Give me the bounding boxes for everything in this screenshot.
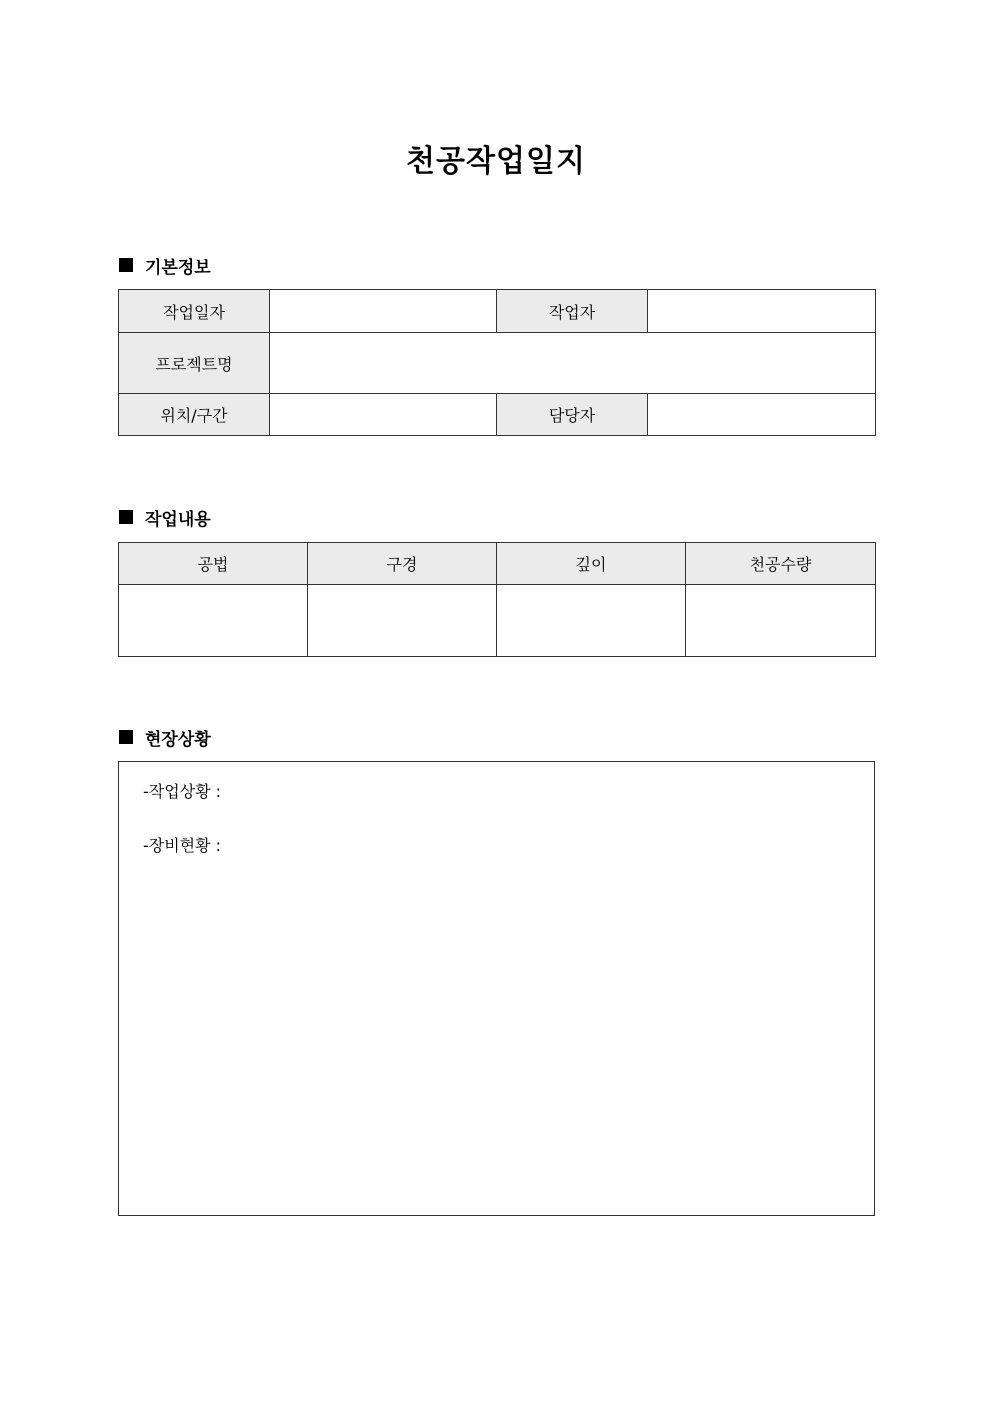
project-name-label: 프로젝트명: [119, 333, 270, 394]
table-row: [119, 585, 876, 657]
column-header-diameter: 구경: [308, 543, 497, 585]
site-status-box[interactable]: [118, 761, 875, 1216]
depth-field[interactable]: [497, 585, 686, 657]
section-heading-label: 기본정보: [145, 257, 211, 278]
work-date-label: 작업일자: [119, 290, 270, 333]
square-bullet-icon: [119, 730, 133, 744]
column-header-depth: 깊이: [497, 543, 686, 585]
square-bullet-icon: [119, 258, 133, 272]
table-row: [119, 394, 876, 436]
manager-field[interactable]: [648, 394, 876, 436]
table-row: [119, 290, 876, 333]
drill-count-field[interactable]: [686, 585, 876, 657]
table-row: [119, 333, 876, 394]
section-heading-label: 현장상황: [145, 729, 211, 750]
basic-info-table: [118, 289, 876, 436]
section-heading-basic-info: [119, 254, 211, 276]
column-header-drill-count: 천공수량: [686, 543, 876, 585]
project-name-field[interactable]: [270, 333, 876, 394]
section-heading-work-content: [119, 506, 211, 528]
manager-label: 담당자: [497, 394, 648, 436]
work-content-table: [118, 542, 876, 657]
document-title: 천공작업일지: [406, 144, 586, 179]
work-status-line: -작업상황 :: [143, 782, 222, 801]
section-heading-label: 작업내용: [145, 509, 211, 530]
location-section-field[interactable]: [270, 394, 497, 436]
equipment-status-line: -장비현황 :: [143, 836, 222, 855]
table-header-row: [119, 543, 876, 585]
section-heading-site-status: [119, 726, 211, 748]
worker-field[interactable]: [648, 290, 876, 333]
square-bullet-icon: [119, 510, 133, 524]
diameter-field[interactable]: [308, 585, 497, 657]
worker-label: 작업자: [497, 290, 648, 333]
method-field[interactable]: [119, 585, 308, 657]
work-date-field[interactable]: [270, 290, 497, 333]
location-section-label: 위치/구간: [119, 394, 270, 436]
column-header-method: 공법: [119, 543, 308, 585]
